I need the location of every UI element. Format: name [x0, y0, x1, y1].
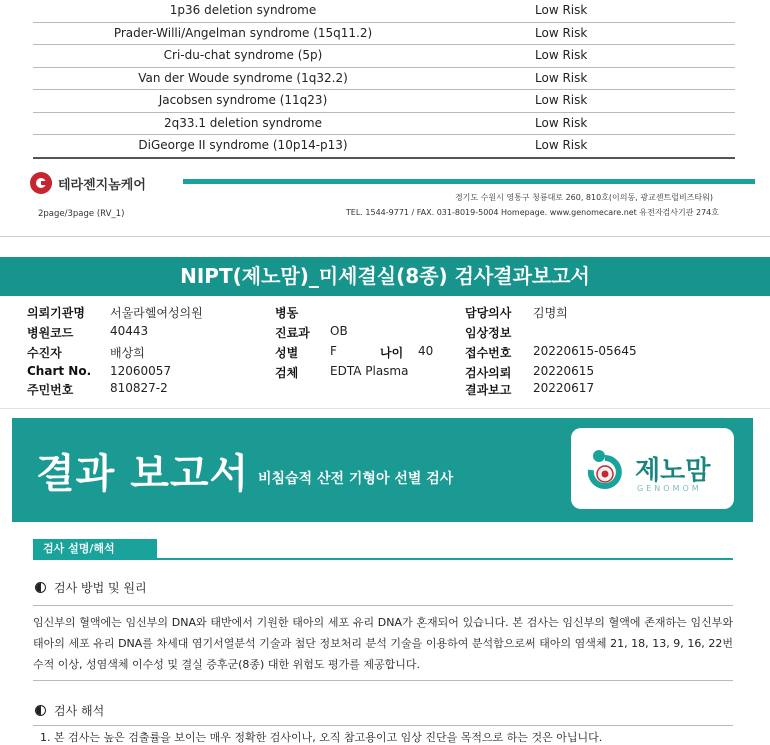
- interp-divider: [33, 725, 733, 726]
- info-divider: [0, 408, 770, 409]
- syndrome-name: Cri-du-chat syndrome (5p): [163, 48, 323, 62]
- company-name: 테라젠지놈케어: [58, 178, 146, 193]
- risk-result: Low Risk: [535, 70, 588, 85]
- rrn-value: 810827-2: [110, 381, 168, 395]
- half-circle-icon: [35, 582, 46, 593]
- age-label: 나이: [380, 346, 404, 360]
- brand-name-en: GENOMOM: [637, 484, 702, 493]
- table-row: [33, 45, 735, 68]
- syndrome-name: Jacobsen syndrome (11q23): [158, 93, 328, 107]
- genomom-logo-icon: [587, 448, 623, 490]
- report-banner: [12, 418, 753, 522]
- risk-result: Low Risk: [535, 93, 588, 107]
- dept-value: OB: [330, 324, 348, 338]
- patient-value: 배상희: [110, 346, 145, 360]
- rrn-label: 주민번호: [27, 383, 74, 397]
- risk-result: Low Risk: [535, 3, 588, 17]
- table-row: [33, 90, 735, 113]
- method-heading-text: 검사 방법 및 원리: [54, 581, 147, 595]
- syndrome-name: DiGeorge II syndrome (10p14-p13): [138, 138, 348, 152]
- interp-heading-text: 검사 해석: [54, 704, 105, 718]
- table-row: [33, 113, 735, 136]
- half-circle-icon: [35, 705, 46, 716]
- request-value: 20220615: [533, 364, 595, 378]
- doctor-value: 김명희: [533, 306, 568, 320]
- banner-subtitle: 비침습적 산전 기형아 선별 검사: [258, 471, 454, 487]
- section-rule: [33, 558, 733, 560]
- syndrome-name: 2q33.1 deletion syndrome: [164, 115, 322, 130]
- syndrome-name: Prader-Willi/Angelman syndrome (15q11.2): [113, 25, 373, 40]
- page-break: [0, 236, 770, 237]
- ward-label: 병동: [275, 306, 299, 320]
- table-row: [33, 23, 735, 46]
- page-number: 2page/3page (RV_1): [38, 209, 125, 219]
- risk-result: Low Risk: [535, 48, 588, 62]
- receipt-label: 접수번호: [465, 346, 512, 360]
- chart-no-value: 12060057: [110, 364, 172, 378]
- g-logo-icon: [30, 172, 52, 194]
- result-date-value: 20220617: [533, 381, 595, 395]
- section-tab: 검사 설명/해석: [33, 539, 157, 559]
- interp-item: 1. 본 검사는 높은 검출률을 보이는 매우 정확한 검사이나, 오직 참고용이고 임상 진단을 목적으로 하는 것은 아닙니다.: [40, 731, 603, 744]
- clinical-label: 임상정보: [465, 326, 512, 340]
- doctor-label: 담당의사: [465, 306, 512, 320]
- receipt-value: 20220615-05645: [533, 344, 637, 358]
- request-label: 검사의뢰: [465, 366, 512, 380]
- company-address: 경기도 수원시 영통구 청룡대로 260, 810호(이의동, 광교센트럴비즈타워): [454, 193, 713, 202]
- sex-value: F: [330, 344, 337, 358]
- hospital-code-label: 병원코드: [27, 326, 74, 340]
- hospital-code-value: 40443: [110, 324, 149, 338]
- risk-result: Low Risk: [535, 115, 588, 130]
- risk-result: Low Risk: [535, 25, 588, 40]
- company-contact: TEL. 1544-9771 / FAX. 031-8019-5004 Homepage. www.genomecare.net 유전자검사기관 274호: [345, 208, 719, 217]
- risk-table: [33, 0, 735, 159]
- method-bottom-divider: [33, 680, 733, 681]
- sex-label: 성별: [275, 346, 299, 360]
- dept-label: 진료과: [275, 326, 310, 340]
- genomom-logo-card: [571, 428, 734, 509]
- interp-heading: [35, 702, 104, 719]
- patient-label: 수진자: [27, 346, 62, 360]
- report-title: NIPT(제노맘)_미세결실(8종) 검사결과보고서: [0, 257, 770, 296]
- method-heading: [35, 579, 147, 596]
- syndrome-name: 1p36 deletion syndrome: [169, 3, 317, 17]
- chart-no-label: Chart No.: [27, 364, 92, 378]
- table-row: [33, 68, 735, 91]
- specimen-value: EDTA Plasma: [330, 364, 409, 378]
- banner-title: 결과 보고서: [36, 451, 250, 497]
- footer-divider: [183, 179, 755, 184]
- institution-label: 의뢰기관명: [27, 306, 85, 320]
- method-divider: [33, 605, 733, 606]
- table-row: [33, 0, 735, 23]
- table-row: [33, 135, 735, 159]
- brand-name: 제노맘: [635, 456, 711, 486]
- method-paragraph: 임신부의 혈액에는 임신부의 DNA와 태반에서 기원한 태아의 세포 유리 DNA가 혼재되어 있습니다. 본 검사는 임신부의 혈액에 존재하는 임신부와 태아의 세포 유리 DNA를 차세대 염기서열분석 기술과 첨단 정보처리 분석 기술을 이용하여 분석함으로써 태아의 염색체 21, 18, 13, 9, 16, 22번 수적 이상, 성염색체 이수성 및 결실 증후군(8종) 대한 위험도 평가를 제공합니다.: [33, 616, 733, 671]
- specimen-label: 검체: [275, 366, 299, 380]
- risk-result: Low Risk: [535, 138, 588, 152]
- age-value: 40: [418, 344, 434, 358]
- syndrome-name: Van der Woude syndrome (1q32.2): [138, 70, 348, 85]
- result-date-label: 결과보고: [465, 383, 512, 397]
- institution-value: 서울라헬여성의원: [110, 306, 203, 320]
